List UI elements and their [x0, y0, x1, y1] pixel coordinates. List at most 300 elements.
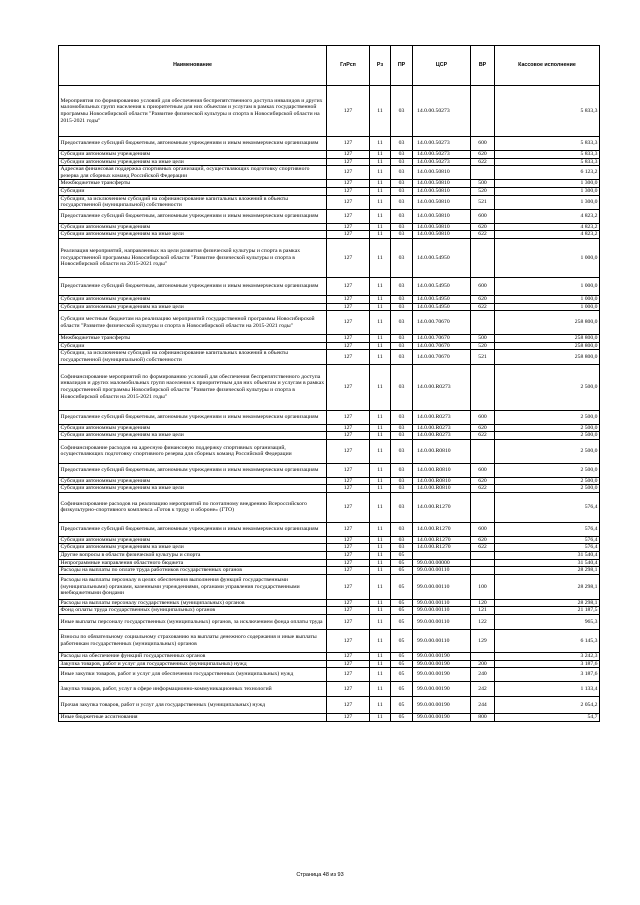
table-cell-csr: 14.0.00.R0810	[413, 439, 471, 463]
table-cell-pr: 05	[391, 682, 413, 697]
table-row	[59, 86, 600, 137]
table-cell-amount: 2 500,0	[495, 477, 600, 485]
table-cell-vr: 600	[471, 277, 495, 295]
table-cell-grs: 127	[327, 231, 370, 239]
table-cell-csr: 14.0.00.R0273	[413, 432, 471, 440]
table-cell-rz: 11	[370, 180, 391, 188]
table-cell-pr: 03	[391, 187, 413, 195]
table-cell-grs: 127	[327, 350, 370, 364]
table-cell-csr: 99.0.00.00190	[413, 653, 471, 661]
table-cell-vr: 800	[471, 714, 495, 722]
table-cell-rz: 11	[370, 238, 391, 277]
table-row	[59, 682, 600, 697]
table-cell-grs: 127	[327, 151, 370, 159]
table-cell-amount: 28 298,1	[495, 567, 600, 575]
table-cell-vr	[471, 567, 495, 575]
table-cell-vr: 620	[471, 424, 495, 432]
table-cell-grs: 127	[327, 303, 370, 311]
table-row	[59, 180, 600, 188]
table-cell-csr: 14.0.00.R0810	[413, 477, 471, 485]
table-cell-pr: 03	[391, 231, 413, 239]
table-cell-pr: 05	[391, 574, 413, 599]
table-cell-name: Софинансирование расходов на реализацию мероприятий по поэтапному внедрению Всероссийского физкультурно-спортивного комплекса «Готов к труду и обороне» (ГТО)	[59, 492, 327, 522]
table-cell-amount: 5 833,3	[495, 86, 600, 137]
table-cell-csr: 14.0.00.70670	[413, 335, 471, 343]
table-cell-name: Субсидии автономным учреждениям	[59, 477, 327, 485]
table-row	[59, 552, 600, 560]
table-cell-pr: 03	[391, 137, 413, 151]
table-cell-pr: 03	[391, 410, 413, 424]
header-pr: ПР	[391, 46, 413, 86]
table-cell-vr	[471, 166, 495, 180]
table-cell-name: Иные бюджетные ассигнования	[59, 714, 327, 722]
table-cell-csr: 14.0.00.50810	[413, 209, 471, 223]
table-cell-pr: 05	[391, 599, 413, 607]
table-cell-name: Закупка товаров, работ, услуг в сфере информационно-коммуникационных технологий	[59, 682, 327, 697]
table-cell-pr: 03	[391, 424, 413, 432]
table-row	[59, 477, 600, 485]
table-cell-vr: 622	[471, 432, 495, 440]
table-cell-grs: 127	[327, 492, 370, 522]
table-cell-vr: 622	[471, 231, 495, 239]
table-cell-vr: 129	[471, 630, 495, 653]
table-row	[59, 335, 600, 343]
table-cell-csr: 14.0.00.54950	[413, 238, 471, 277]
table-row	[59, 166, 600, 180]
table-cell-amount: 1 300,0	[495, 195, 600, 209]
table-cell-pr: 03	[391, 180, 413, 188]
table-cell-pr: 03	[391, 544, 413, 552]
table-cell-vr: 244	[471, 697, 495, 714]
table-cell-name: Субсидии автономным учреждениям	[59, 424, 327, 432]
table-cell-amount: 258 800,0	[495, 311, 600, 335]
table-cell-amount: 258 800,0	[495, 342, 600, 350]
table-cell-grs: 127	[327, 209, 370, 223]
table-cell-amount: 54,7	[495, 714, 600, 722]
table-cell-grs: 127	[327, 158, 370, 166]
table-cell-name: Межбюджетные трансферты	[59, 180, 327, 188]
table-cell-amount: 1 000,0	[495, 277, 600, 295]
table-cell-csr: 99.0.00.00110	[413, 567, 471, 575]
table-cell-rz: 11	[370, 432, 391, 440]
table-cell-amount: 31 540,4	[495, 552, 600, 560]
table-cell-grs: 127	[327, 544, 370, 552]
table-cell-pr: 05	[391, 714, 413, 722]
table-cell-csr: 14.0.00.R0810	[413, 485, 471, 493]
table-row	[59, 567, 600, 575]
table-cell-csr: 14.0.00.50273	[413, 151, 471, 159]
table-row	[59, 630, 600, 653]
table-cell-csr: 14.0.00.54950	[413, 295, 471, 303]
table-cell-csr: 99.0.00.00190	[413, 682, 471, 697]
table-cell-vr: 620	[471, 223, 495, 231]
table-cell-name: Субсидии автономным учреждениям	[59, 151, 327, 159]
table-cell-grs: 127	[327, 410, 370, 424]
table-cell-pr: 05	[391, 615, 413, 630]
table-cell-amount: 1 133,4	[495, 682, 600, 697]
table-cell-pr: 03	[391, 151, 413, 159]
table-cell-vr	[471, 439, 495, 463]
table-cell-pr: 03	[391, 350, 413, 364]
table-cell-pr: 03	[391, 439, 413, 463]
table-cell-rz: 11	[370, 574, 391, 599]
table-cell-name: Субсидии, за исключением субсидий на софинансирование капитальных вложений в объекты государственной (муниципальной) собственности	[59, 350, 327, 364]
table-cell-rz: 11	[370, 231, 391, 239]
table-cell-grs: 127	[327, 180, 370, 188]
table-cell-csr: 99.0.00.00190	[413, 714, 471, 722]
table-cell-amount: 3 187,6	[495, 668, 600, 682]
table-row	[59, 714, 600, 722]
table-cell-name: Субсидии автономным учреждениям на иные цели	[59, 544, 327, 552]
table-cell-name: Расходы на выплаты по оплате труда работников государственных органов	[59, 567, 327, 575]
table-row	[59, 653, 600, 661]
table-row	[59, 158, 600, 166]
table-cell-csr: 14.0.00.50810	[413, 195, 471, 209]
table-cell-csr: 14.0.00.70670	[413, 342, 471, 350]
table-cell-grs: 127	[327, 559, 370, 567]
table-cell-amount: 5 833,3	[495, 151, 600, 159]
table-cell-rz: 11	[370, 714, 391, 722]
table-cell-grs: 127	[327, 536, 370, 544]
table-cell-rz: 11	[370, 607, 391, 615]
table-cell-pr: 03	[391, 522, 413, 536]
table-cell-name: Адресная финансовая поддержка спортивных организаций, осуществляющих подготовку спортивного резерва для сборных команд Российской Федерации	[59, 166, 327, 180]
table-cell-pr: 05	[391, 668, 413, 682]
table-cell-rz: 11	[370, 303, 391, 311]
table-cell-amount: 2 500,0	[495, 432, 600, 440]
table-cell-csr: 14.0.00.70670	[413, 311, 471, 335]
table-cell-amount: 1 300,0	[495, 187, 600, 195]
table-cell-vr: 622	[471, 158, 495, 166]
table-cell-rz: 11	[370, 342, 391, 350]
table-cell-vr	[471, 559, 495, 567]
table-row	[59, 364, 600, 410]
table-cell-name: Субсидии	[59, 187, 327, 195]
header-name: Наименование	[59, 46, 327, 86]
table-cell-name: Взносы по обязательному социальному страхованию на выплаты денежного содержания и иные выплаты работникам государственных (муниципальных) органов	[59, 630, 327, 653]
table-cell-amount: 258 800,0	[495, 335, 600, 343]
table-cell-csr: 14.0.00.R1270	[413, 536, 471, 544]
table-cell-name: Предоставление субсидий бюджетным, автономным учреждениям и иным некоммерческим организациям	[59, 277, 327, 295]
table-cell-csr: 14.0.00.50273	[413, 86, 471, 137]
table-cell-name: Субсидии автономным учреждениям на иные цели	[59, 231, 327, 239]
table-cell-pr: 05	[391, 653, 413, 661]
table-cell-pr: 03	[391, 223, 413, 231]
table-cell-rz: 11	[370, 599, 391, 607]
table-cell-vr: 622	[471, 485, 495, 493]
table-cell-csr: 99.0.00.00110	[413, 574, 471, 599]
table-cell-pr: 05	[391, 697, 413, 714]
table-cell-amount: 965,3	[495, 615, 600, 630]
table-cell-rz: 11	[370, 335, 391, 343]
table-cell-amount: 2 500,0	[495, 485, 600, 493]
table-cell-grs: 127	[327, 311, 370, 335]
table-row	[59, 295, 600, 303]
table-cell-vr: 600	[471, 137, 495, 151]
budget-table	[58, 45, 600, 722]
table-row	[59, 522, 600, 536]
table-cell-grs: 127	[327, 223, 370, 231]
table-row	[59, 137, 600, 151]
table-cell-amount: 2 500,0	[495, 439, 600, 463]
table-cell-vr: 100	[471, 574, 495, 599]
table-cell-pr: 03	[391, 477, 413, 485]
table-row	[59, 410, 600, 424]
table-cell-pr: 05	[391, 660, 413, 668]
table-cell-rz: 11	[370, 477, 391, 485]
table-cell-csr: 99.0.00.00190	[413, 660, 471, 668]
table-cell-csr: 14.0.00.50810	[413, 187, 471, 195]
table-cell-grs: 127	[327, 439, 370, 463]
table-cell-csr: 99.0.00.00110	[413, 615, 471, 630]
table-cell-rz: 11	[370, 492, 391, 522]
table-cell-amount: 2 500,0	[495, 424, 600, 432]
table-cell-pr: 03	[391, 311, 413, 335]
table-cell-name: Субсидии автономным учреждениям на иные цели	[59, 485, 327, 493]
table-body	[59, 86, 600, 722]
table-cell-amount: 28 298,1	[495, 599, 600, 607]
page-number: Страница 48 из 93	[296, 872, 344, 878]
table-cell-pr: 05	[391, 630, 413, 653]
table-cell-amount: 6 145,3	[495, 630, 600, 653]
table-cell-pr: 05	[391, 567, 413, 575]
table-cell-grs: 127	[327, 485, 370, 493]
table-row	[59, 607, 600, 615]
table-cell-csr: 14.0.00.R1270	[413, 522, 471, 536]
table-cell-rz: 11	[370, 463, 391, 477]
table-cell-vr	[471, 238, 495, 277]
table-cell-name: Другие вопросы в области физической культуры и спорта	[59, 552, 327, 560]
table-cell-grs: 127	[327, 463, 370, 477]
table-cell-vr: 600	[471, 410, 495, 424]
table-cell-rz: 11	[370, 668, 391, 682]
table-row	[59, 342, 600, 350]
table-cell-name: Предоставление субсидий бюджетным, автономным учреждениям и иным некоммерческим организациям	[59, 137, 327, 151]
table-cell-rz: 11	[370, 567, 391, 575]
table-cell-grs: 127	[327, 424, 370, 432]
table-cell-amount: 576,4	[495, 492, 600, 522]
table-row	[59, 439, 600, 463]
table-cell-rz: 11	[370, 350, 391, 364]
table-cell-rz: 11	[370, 630, 391, 653]
table-row	[59, 559, 600, 567]
table-cell-name: Расходы на выплаты персоналу государственных (муниципальных) органов	[59, 599, 327, 607]
table-cell-name: Субсидии местным бюджетам на реализацию мероприятий государственной программы Новосибирской области "Развитие физической культуры и спорта в Новосибирской области на 2015-2021 годы"	[59, 311, 327, 335]
table-cell-csr: 14.0.00.R0273	[413, 424, 471, 432]
table-cell-vr	[471, 492, 495, 522]
table-cell-pr: 03	[391, 209, 413, 223]
table-cell-vr: 620	[471, 536, 495, 544]
table-cell-grs: 127	[327, 697, 370, 714]
table-cell-rz: 11	[370, 485, 391, 493]
table-cell-csr: 14.0.00.50810	[413, 223, 471, 231]
table-cell-name: Субсидии, за исключением субсидий на софинансирование капитальных вложений в объекты государственной (муниципальной) собственности	[59, 195, 327, 209]
table-cell-rz: 11	[370, 653, 391, 661]
table-cell-amount: 3 187,6	[495, 660, 600, 668]
table-cell-pr: 03	[391, 432, 413, 440]
table-cell-grs: 127	[327, 552, 370, 560]
table-cell-name: Фонд оплаты труда государственных (муниципальных) органов	[59, 607, 327, 615]
table-cell-name: Прочая закупка товаров, работ и услуг для государственных (муниципальных) нужд	[59, 697, 327, 714]
table-cell-rz: 11	[370, 544, 391, 552]
table-cell-vr: 240	[471, 668, 495, 682]
table-cell-rz: 11	[370, 410, 391, 424]
table-cell-vr: 620	[471, 151, 495, 159]
table-cell-name: Субсидии автономным учреждениям на иные цели	[59, 432, 327, 440]
table-row	[59, 668, 600, 682]
header-amount: Кассовое исполнение	[495, 46, 600, 86]
table-cell-pr: 03	[391, 485, 413, 493]
table-cell-vr	[471, 364, 495, 410]
table-cell-amount: 576,4	[495, 544, 600, 552]
table-cell-vr: 242	[471, 682, 495, 697]
table-cell-rz: 11	[370, 151, 391, 159]
table-cell-vr: 200	[471, 660, 495, 668]
table-cell-name: Софинансирование расходов на адресную финансовую поддержку спортивных организаций, осуществляющих подготовку спортивного резерва для сборных команд Российской Федерации	[59, 439, 327, 463]
table-cell-rz: 11	[370, 277, 391, 295]
table-cell-csr: 14.0.00.R1270	[413, 544, 471, 552]
table-cell-rz: 11	[370, 439, 391, 463]
table-cell-csr: 14.0.00.50273	[413, 158, 471, 166]
table-cell-csr: 99.0.00.00110	[413, 630, 471, 653]
table-cell-grs: 127	[327, 574, 370, 599]
table-cell-rz: 11	[370, 682, 391, 697]
table-cell-grs: 127	[327, 682, 370, 697]
table-cell-name: Предоставление субсидий бюджетным, автономным учреждениям и иным некоммерческим организациям	[59, 410, 327, 424]
table-cell-rz: 11	[370, 424, 391, 432]
table-cell-amount: 28 298,1	[495, 574, 600, 599]
table-cell-pr: 03	[391, 195, 413, 209]
table-cell-amount: 1 000,0	[495, 238, 600, 277]
table-cell-rz: 11	[370, 86, 391, 137]
table-cell-vr: 521	[471, 350, 495, 364]
table-row	[59, 697, 600, 714]
table-cell-csr: 14.0.00.50810	[413, 166, 471, 180]
table-cell-csr: 99.0.00.00190	[413, 668, 471, 682]
table-row	[59, 311, 600, 335]
table-cell-name: Субсидии	[59, 342, 327, 350]
header-rz: Рз	[370, 46, 391, 86]
table-cell-amount: 2 500,0	[495, 410, 600, 424]
table-cell-name: Субсидии автономным учреждениям на иные цели	[59, 158, 327, 166]
table-cell-name: Субсидии автономным учреждениям	[59, 295, 327, 303]
table-cell-pr: 03	[391, 295, 413, 303]
table-cell-pr: 05	[391, 559, 413, 567]
table-header-row	[59, 46, 600, 86]
table-cell-amount: 258 800,0	[495, 350, 600, 364]
table-cell-grs: 127	[327, 432, 370, 440]
table-row	[59, 223, 600, 231]
table-cell-amount: 2 054,2	[495, 697, 600, 714]
table-row	[59, 209, 600, 223]
table-cell-amount: 21 187,5	[495, 607, 600, 615]
table-cell-grs: 127	[327, 195, 370, 209]
table-cell-csr: 14.0.00.R0810	[413, 463, 471, 477]
table-cell-vr: 121	[471, 607, 495, 615]
table-cell-pr: 03	[391, 335, 413, 343]
table-cell-rz: 11	[370, 158, 391, 166]
table-cell-name: Субсидии автономным учреждениям на иные цели	[59, 303, 327, 311]
table-cell-name: Непрограммные направления областного бюджета	[59, 559, 327, 567]
table-cell-csr: 14.0.00.50810	[413, 231, 471, 239]
table-cell-pr: 03	[391, 492, 413, 522]
table-cell-csr: 99.0.00.00190	[413, 697, 471, 714]
table-cell-amount: 3 242,3	[495, 653, 600, 661]
table-cell-grs: 127	[327, 599, 370, 607]
table-cell-rz: 11	[370, 166, 391, 180]
table-cell-rz: 11	[370, 137, 391, 151]
table-row	[59, 536, 600, 544]
table-row	[59, 492, 600, 522]
table-row	[59, 277, 600, 295]
table-cell-amount: 5 833,3	[495, 137, 600, 151]
table-cell-pr: 05	[391, 552, 413, 560]
table-cell-pr: 03	[391, 277, 413, 295]
table-cell-amount: 5 833,3	[495, 158, 600, 166]
table-cell-vr: 622	[471, 303, 495, 311]
table-cell-grs: 127	[327, 714, 370, 722]
table-cell-amount: 4 823,2	[495, 231, 600, 239]
table-row	[59, 350, 600, 364]
table-cell-grs: 127	[327, 342, 370, 350]
table-row	[59, 187, 600, 195]
table-cell-pr: 03	[391, 86, 413, 137]
table-cell-csr: 14.0.00.54950	[413, 277, 471, 295]
table-cell-vr: 521	[471, 195, 495, 209]
table-row	[59, 231, 600, 239]
table-cell-vr: 500	[471, 180, 495, 188]
table-cell-rz: 11	[370, 295, 391, 303]
table-cell-amount: 2 500,0	[495, 364, 600, 410]
table-cell-name: Предоставление субсидий бюджетным, автономным учреждениям и иным некоммерческим организациям	[59, 209, 327, 223]
table-row	[59, 660, 600, 668]
table-cell-rz: 11	[370, 223, 391, 231]
table-cell-vr: 620	[471, 295, 495, 303]
table-cell-vr: 622	[471, 544, 495, 552]
table-cell-vr: 600	[471, 522, 495, 536]
table-cell-csr: 14.0.00.54950	[413, 303, 471, 311]
table-cell-name: Расходы на выплаты персоналу в целях обеспечения выполнения функций государственными (муниципальными) органами, казенными учреждениями, органами управления государственными внебюджетными фондами	[59, 574, 327, 599]
table-cell-rz: 11	[370, 187, 391, 195]
table-cell-grs: 127	[327, 364, 370, 410]
table-cell-name: Предоставление субсидий бюджетным, автономным учреждениям и иным некоммерческим организациям	[59, 463, 327, 477]
table-cell-amount: 576,4	[495, 522, 600, 536]
table-cell-name: Иные закупки товаров, работ и услуг для обеспечения государственных (муниципальных) нужд	[59, 668, 327, 682]
table-cell-name: Реализация мероприятий, направленных на цели развития физической культуры и спорта в рамках государственной программы Новосибирской области "Развитие физической культуры и спорта в Новосибирской области на 2015-2021 годы"	[59, 238, 327, 277]
table-row	[59, 151, 600, 159]
table-cell-grs: 127	[327, 660, 370, 668]
table-cell-vr	[471, 653, 495, 661]
table-row	[59, 432, 600, 440]
table-cell-pr: 05	[391, 607, 413, 615]
table-cell-grs: 127	[327, 166, 370, 180]
table-cell-amount: 4 823,2	[495, 209, 600, 223]
table-cell-csr: 14.0.00.70670	[413, 350, 471, 364]
table-row	[59, 238, 600, 277]
table-row	[59, 615, 600, 630]
table-row	[59, 485, 600, 493]
table-cell-name: Межбюджетные трансферты	[59, 335, 327, 343]
table-cell-pr: 03	[391, 463, 413, 477]
table-cell-rz: 11	[370, 697, 391, 714]
header-csr: ЦСР	[413, 46, 471, 86]
table-cell-pr: 03	[391, 238, 413, 277]
table-cell-vr: 520	[471, 342, 495, 350]
table-cell-csr: 14.0.00.R1270	[413, 492, 471, 522]
table-cell-pr: 03	[391, 342, 413, 350]
table-row	[59, 463, 600, 477]
table-row	[59, 574, 600, 599]
